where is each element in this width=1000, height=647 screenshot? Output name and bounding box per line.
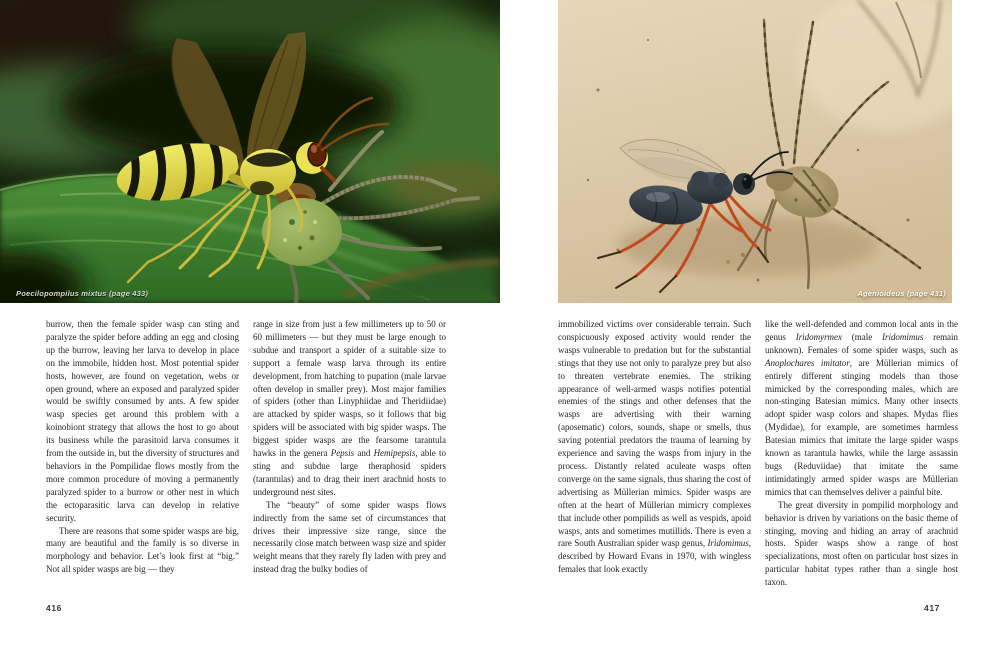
- left-page-column-2: [253, 318, 446, 576]
- left-page-number: 416: [46, 603, 62, 613]
- body-paragraph: The great diversity in pompilid morphology and behavior is driven by variations on the basic theme of stinging, moving and hiding an array of arachnid hosts. Spider wasps show a range of host specializations, most often on particular host sizes in particular habitat types rather than a single host taxon.: [765, 499, 958, 588]
- right-page-number: 417: [924, 603, 940, 613]
- right-photo-wasp-dragging-spider: [558, 0, 952, 303]
- body-paragraph: immobilized victims over considerable terrain. Such conspicuously exposed activity would render the wasps vulnerable to predation but for the substantial stings that they use not only to paralyze prey but also to threaten vertebrate enemies. The striking appearance of well-armed wasps notifies potential enemies of the stings and other defenses that the wasps are advertising with their warning (aposematic) colors, sounds, shape or smells, thus saving potential predators the trauma of learning by experience and saving the wasps from injury in the process. Distantly related aculeate wasps often converge on the same signals, thus sharing the cost of advertising as Müllerian mimics. Spider wasps are often at the heart of Müllerian mimicry complexes that include other pompilids as well as vespids, apoid wasps, ants and sometimes mutillids. There is even a rare South Australian spider wasp genus, Iridomimus, described by Howard Evans in 1970, with wingless females that look exactly: [558, 319, 751, 575]
- body-paragraph: The “beauty” of some spider wasps flows indirectly from the same set of circumstances that drives their impressive size range, since the necessarily close match between wasp size and spider weight means that they rarely fly laden with prey and instead drag the bulky bodies of: [253, 499, 446, 575]
- body-paragraph: There are reasons that some spider wasps are big, many are beautiful and the family is so diverse in morphology and behavior. Let’s look first at “big.” Not all spider wasps are big — they: [46, 525, 239, 575]
- left-photo-illustration: [0, 0, 500, 303]
- right-photo-caption: Agenioideus (page 431): [857, 289, 946, 298]
- left-page-column-1: [46, 318, 239, 576]
- body-paragraph: burrow, then the female spider wasp can sting and paralyze the spider before adding an egg and closing up the burrow, leaving her larva to develop in place on the immobile, hidden host. Most potential spider hosts, however, are found on vegetation, webs or open ground, where an exposed and paralyzed spider would be swiftly consumed by ants. A few spider wasp species get around this problem with a koinobiont strategy that allows the host to go about its business while the parasitoid larva consumes it from the outside in, but the diversity of structures and behaviors in the Pompilidae flows mostly from the more common procedure of moving a permanently paralyzed spider to a burrow or other nest in which the ectoparasitic larva can develop in relative security.: [46, 319, 239, 523]
- right-page-column-2: [765, 318, 958, 589]
- right-page-column-1: [558, 318, 751, 576]
- left-photo-caption: Poecilopompilus mixtus (page 433): [16, 289, 149, 298]
- right-photo-illustration: [558, 0, 952, 303]
- left-photo-spider-wasp-on-leaf: [0, 0, 500, 303]
- body-paragraph: range in size from just a few millimeters up to 50 or 60 millimeters — but they must be large enough to subdue and transport a spider of a suitable size to support a female wasp larva through its entire development, from hatching to pupation (male larvae often develop in smaller prey). Most major families of spiders (other than Linyphiidae and Theridiidae) are attacked by spider wasps, so it follows that big spiders will be associated with big spider wasps. The biggest spider wasps are the fearsome tarantula hawks in the genera Pepsis and Hemipepsis, able to sting and subdue large theraphosid spiders (tarantulas) and to drag their inert arachnid hosts to underground nest sites.: [253, 319, 447, 497]
- body-paragraph: like the well-defended and common local ants in the genus Iridomyrmex (male Iridomimus remain unknown). Females of some spider wasps, such as Anoplochares imitator, are Müllerian mimics of entirely different stinging models than those mimicked by the corresponding males, which are non-stinging Batesian mimics. Many other insects adopt spider wasp colors and shapes. Mydas flies (Mydidae), for example, are sometimes harmless Batesian mimics that imitate the large spider wasps known as tarantula hawks, while the large assassin bugs (Reduviidae) that imitate the same intimidatingly armed spider wasps are Müllerian mimics that can themselves deliver a painful bite.: [765, 319, 958, 497]
